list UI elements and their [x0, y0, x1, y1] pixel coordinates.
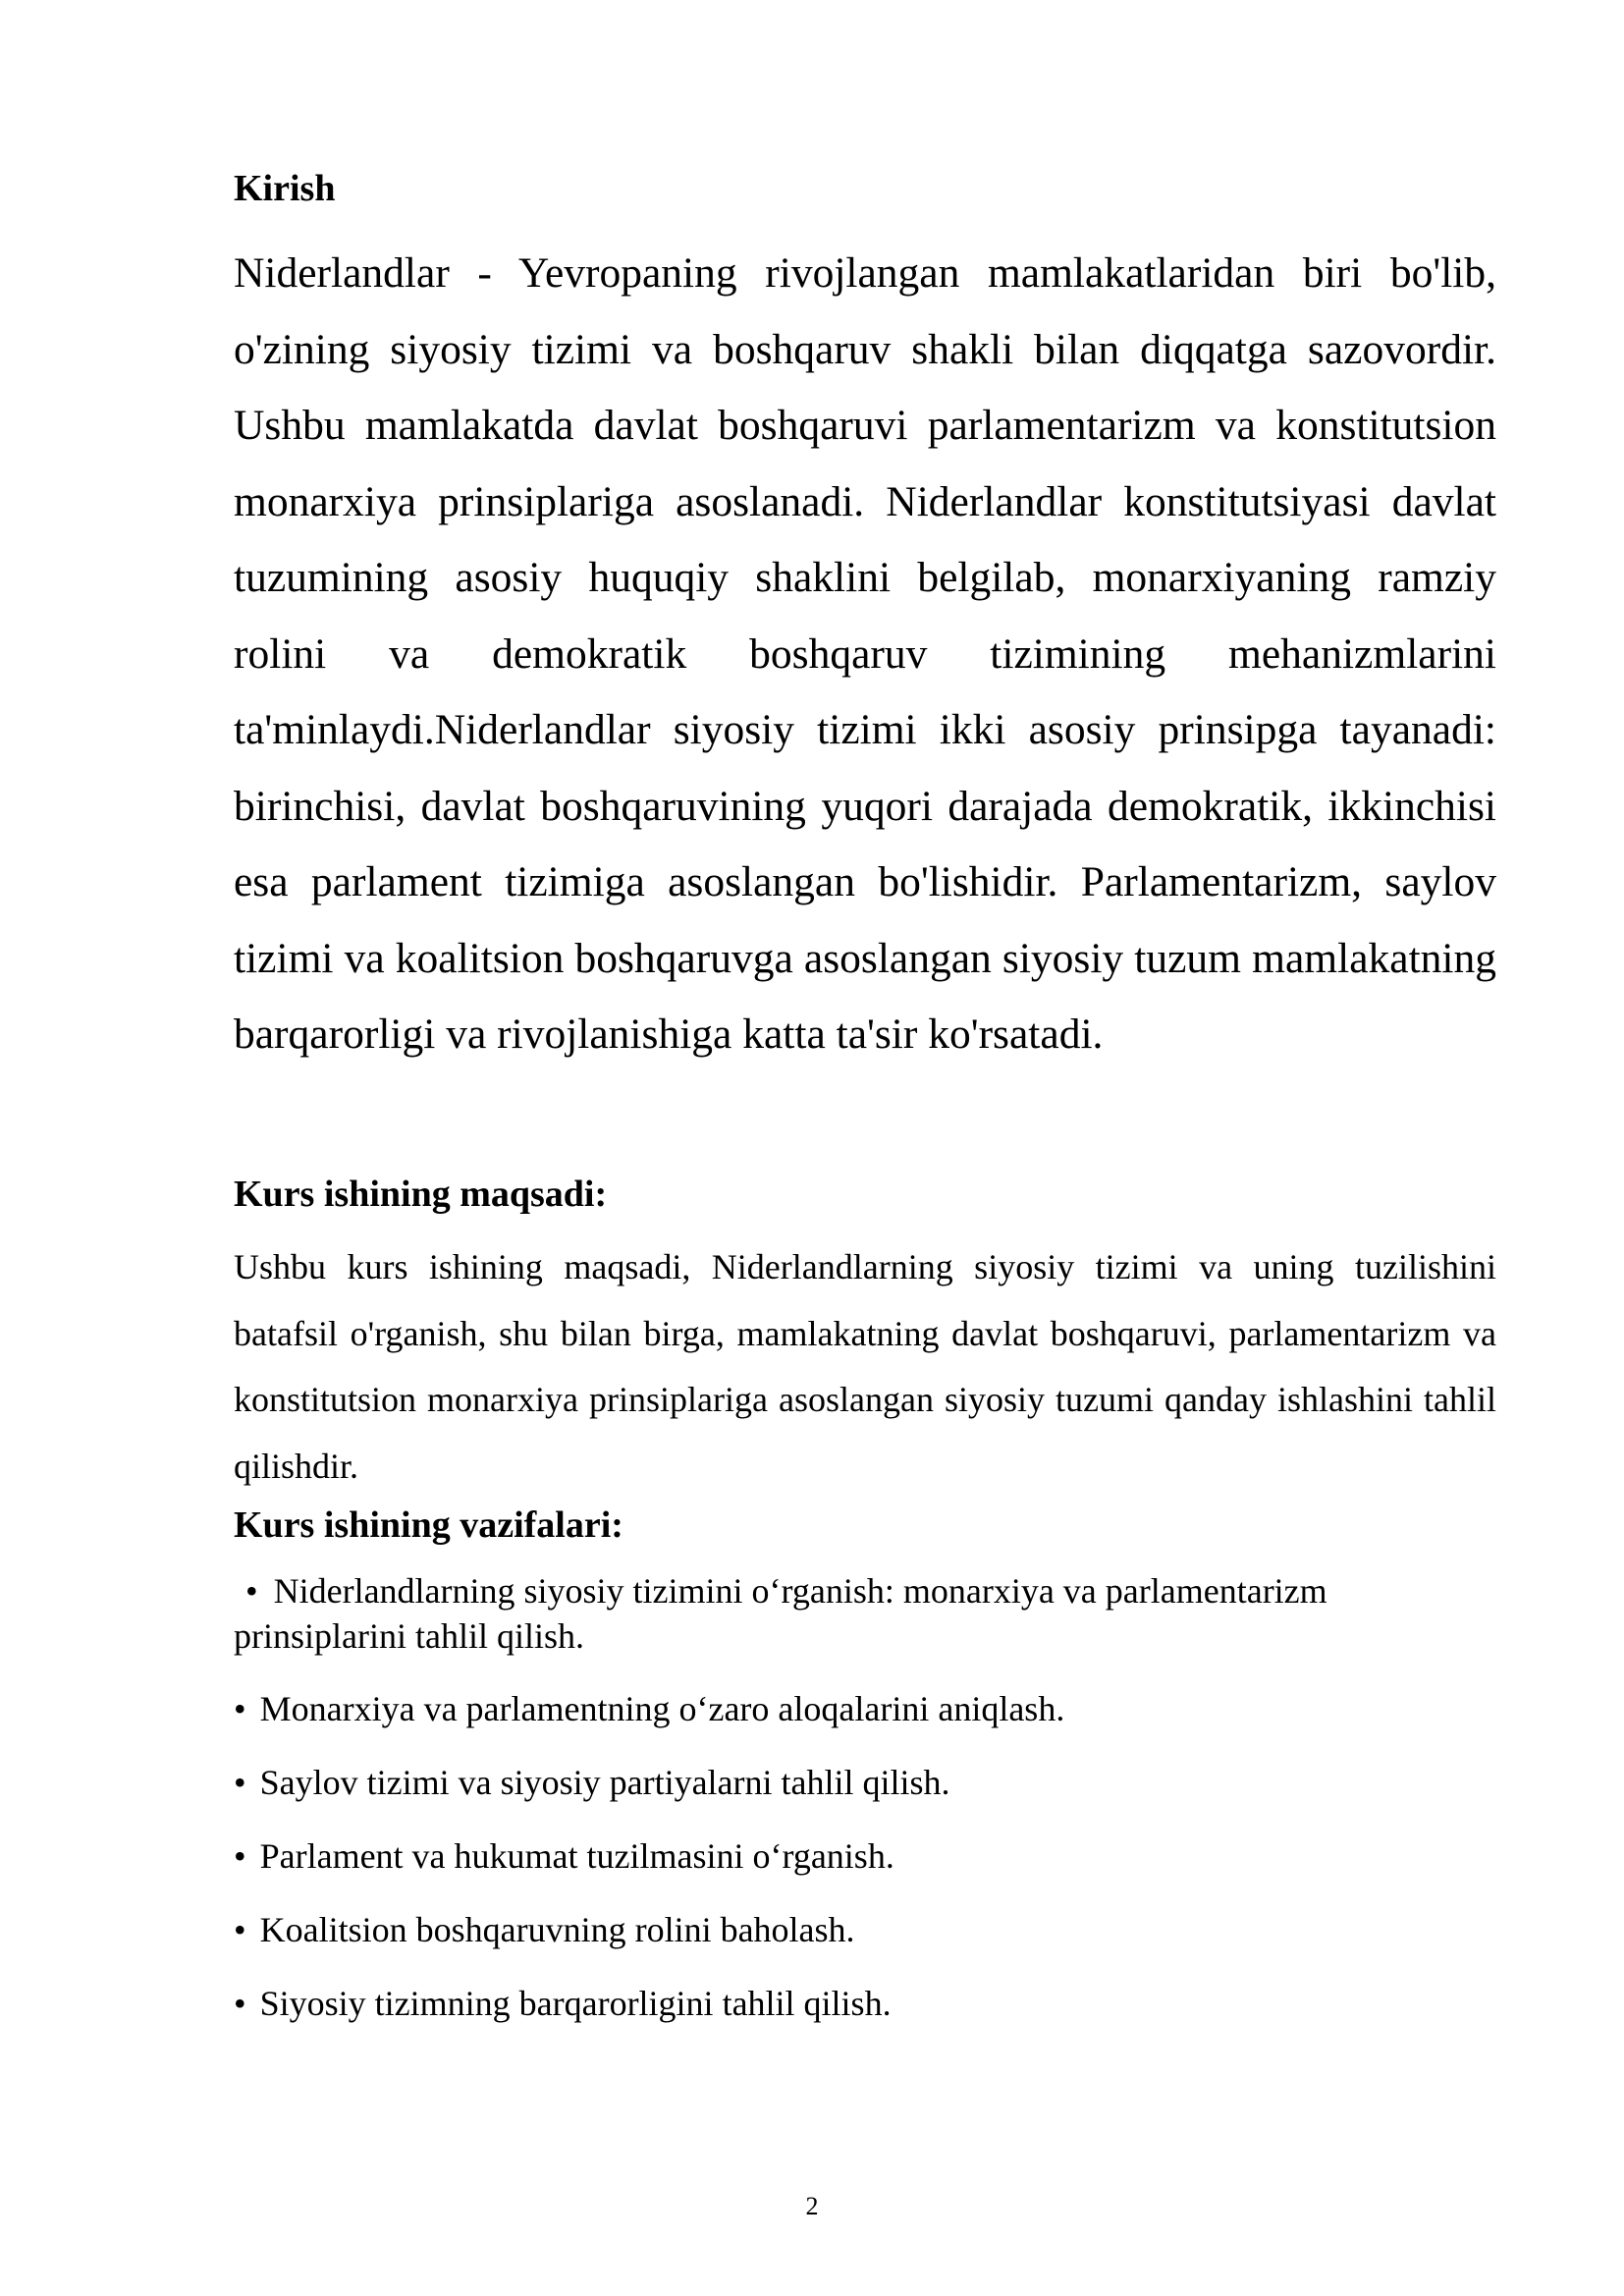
list-item-text: Monarxiya va parlamentning o‘zaro aloqalarini aniqlash. — [259, 1689, 1065, 1728]
list-item — [234, 1685, 1496, 1732]
list-item-text: Saylov tizimi va siyosiy partiyalarni tahlil qilish. — [259, 1763, 950, 1802]
goal-paragraph: Ushbu kurs ishining maqsadi, Niderlandlarning siyosiy tizimi va uning tuzilishini batafsil o'rganish, shu bilan birga, mamlakatning davlat boshqaruvi, parlamentarizm va konstitutsion monarxiya prinsiplariga asoslangan siyosiy tuzumi qanday ishlashini tahlil qilishdir. — [234, 1247, 1496, 1486]
tasks-heading: Kurs ishining vazifalari: — [234, 1504, 623, 1546]
list-item — [234, 1759, 1496, 1806]
bullet-icon: • — [234, 1689, 246, 1728]
tasks-list — [234, 1568, 1496, 2027]
list-item-text: Siyosiy tizimning barqarorligini tahlil qilish. — [259, 1984, 892, 2023]
list-item-text: Niderlandlarning siyosiy tizimini o‘rganish: monarxiya va parlamentarizm prinsiplarini tahlil qilish. — [234, 1571, 1327, 1656]
bullet-icon: • — [234, 1910, 246, 1949]
bullet-icon: • — [234, 1984, 246, 2023]
list-item — [234, 1832, 1496, 1880]
intro-paragraph: Niderlandlar - Yevropaning rivojlangan mamlakatlaridan biri bo'lib, o'zining siyosiy tizimi va boshqaruv shakli bilan diqqatga sazovordir. Ushbu mamlakatda davlat boshqaruvi parlamentarizm va konstitutsion monarxiya prinsiplariga asoslanadi. Niderlandlar konstitutsiyasi davlat tuzumining asosiy huquqiy shaklini belgilab, monarxiyaning ramziy rolini va demokratik boshqaruv tizimining mehanizmlarini ta'minlaydi.Niderlandlar siyosiy tizimi ikki asosiy prinsipga tayanadi: birinchisi, davlat boshqaruvining yuqori darajada demokratik, ikkinchisi esa parlament tizimiga asoslangan bo'lishidir. Parlamentarizm, saylov tizimi va koalitsion boshqaruvga asoslangan siyosiy tuzum mamlakatning barqarorligi va rivojlanishiga katta ta'sir ko'rsatadi. — [234, 249, 1496, 1058]
list-item — [234, 1980, 1496, 2027]
goal-heading: Kurs ishining maqsadi: — [234, 1174, 608, 1215]
bullet-icon: • — [234, 1836, 246, 1876]
list-item — [234, 1568, 1441, 1659]
list-item-text: Parlament va hukumat tuzilmasini o‘rganish. — [259, 1836, 894, 1876]
tasks-list-rest — [234, 1685, 1496, 2027]
page-number: 2 — [805, 2192, 819, 2220]
bullet-icon: • — [234, 1763, 246, 1802]
bullet-icon: • — [245, 1571, 258, 1611]
intro-heading: Kirish — [234, 168, 336, 209]
list-item-text: Koalitsion boshqaruvning rolini baholash. — [259, 1910, 855, 1949]
list-item — [234, 1906, 1496, 1953]
